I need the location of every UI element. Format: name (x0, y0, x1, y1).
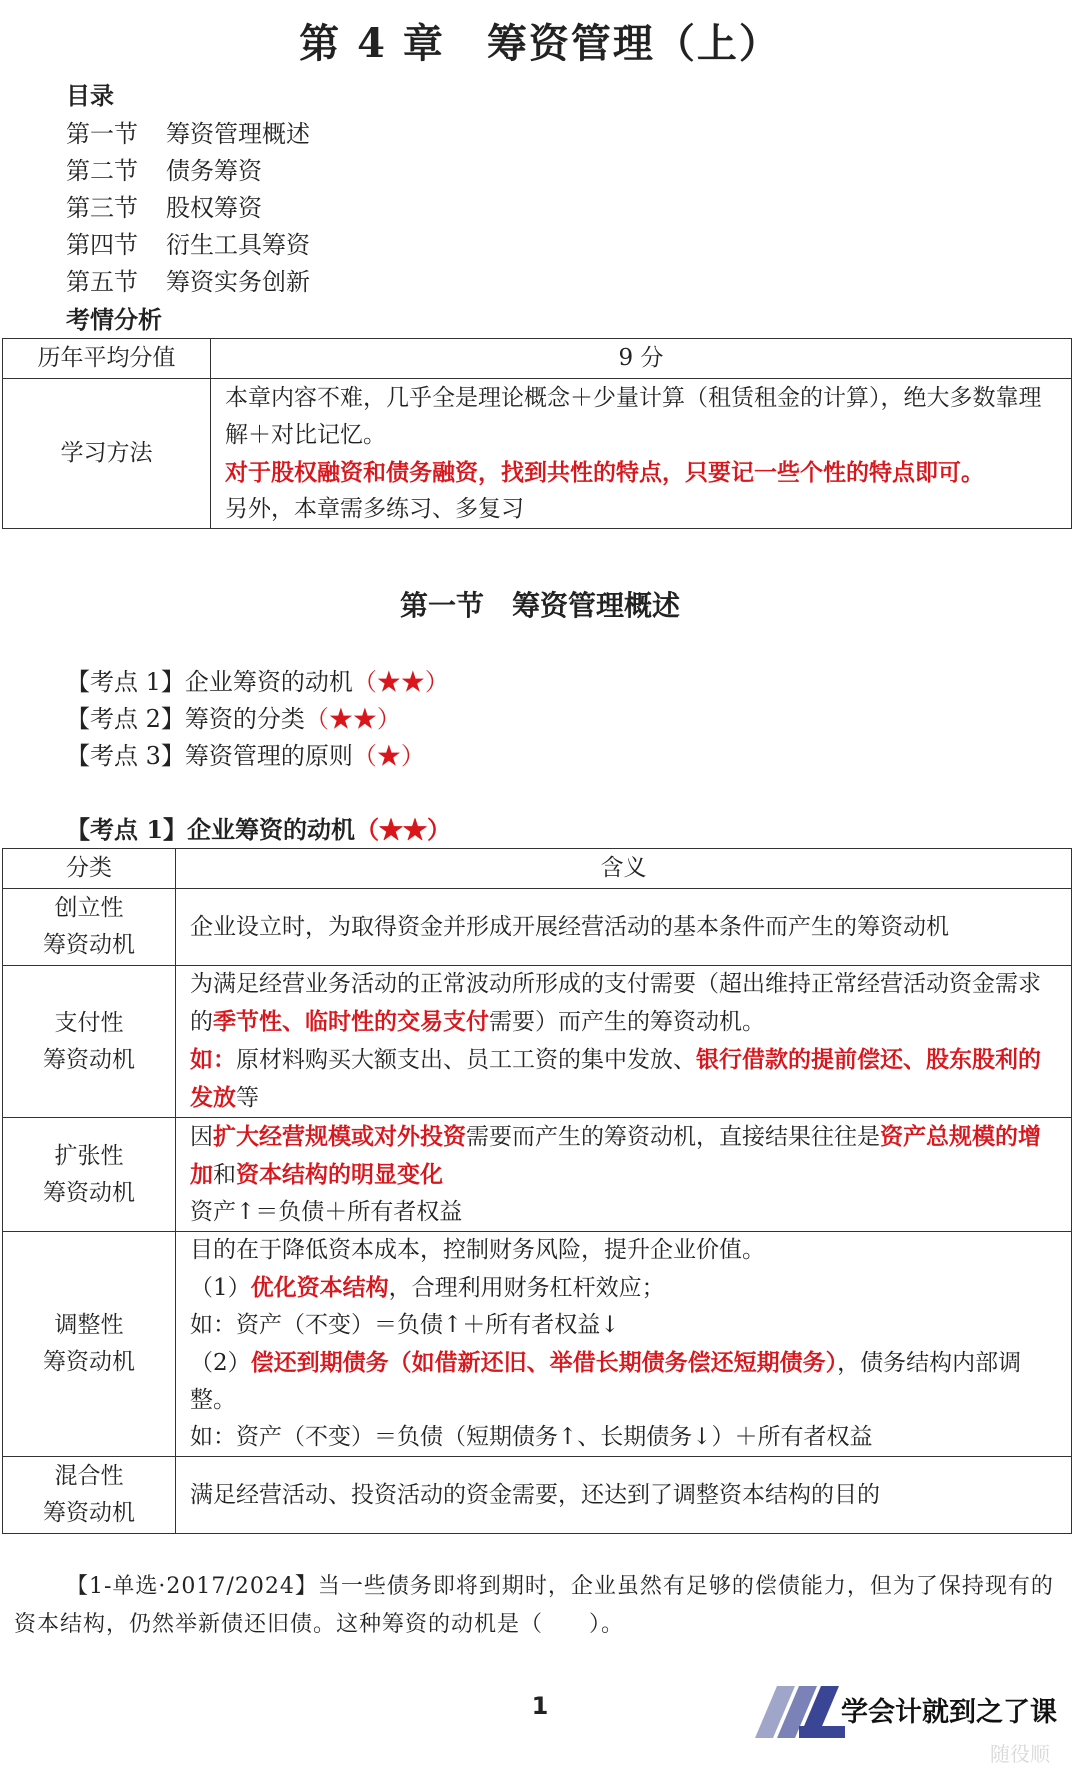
key-point-item (66, 699, 401, 734)
meaning-paragraph: 目的在于降低资本成本，控制财务风险，提升企业价值。 (190, 1237, 765, 1263)
toc-item-title: 衍生工具筹资 (166, 231, 310, 259)
star-rating: （★★） (352, 668, 449, 696)
motive-name-line: 筹资动机 (43, 932, 135, 958)
meaning-paragraph (190, 1041, 1061, 1117)
meaning-paragraph: 资产↑＝负债＋所有者权益 (190, 1199, 463, 1225)
motive-name (3, 1232, 176, 1457)
text: 需要而产生的筹资动机，直接结果往往是 (466, 1124, 880, 1150)
toc-item (66, 262, 310, 297)
study-method-label: 学习方法 (3, 379, 211, 529)
highlight: 银行借款的提前偿还、股东股利的发放 (190, 1046, 1041, 1111)
text: （1） (190, 1275, 251, 1301)
avg-score-label: 历年平均分值 (3, 339, 211, 379)
motive-name (3, 966, 176, 1118)
page-number: 1 (531, 1692, 549, 1720)
key-point-item (66, 662, 449, 697)
toc-item-num: 第一节 (66, 120, 138, 148)
study-method-text: 本章内容不难，几乎全是理论概念＋少量计算（租赁租金的计算），绝大多数靠理解＋对比记忆。 (225, 384, 1042, 448)
table-row (3, 966, 1072, 1118)
highlight: 季节性、临时性的交易支付 (213, 1008, 489, 1035)
toc-item (66, 151, 262, 186)
motive-meaning (176, 1118, 1072, 1232)
toc-item (66, 114, 310, 149)
table-row (3, 889, 1072, 966)
motive-name-line: 混合性 (54, 1463, 124, 1489)
text: 需要）而产生的筹资动机。 (489, 1009, 765, 1035)
text: （2） (190, 1350, 251, 1376)
motive-name-line: 筹资动机 (43, 1046, 135, 1073)
meaning-paragraph: 如：资产（不变）＝负债↑＋所有者权益↓ (190, 1312, 620, 1338)
avg-score-value: 9 分 (211, 339, 1072, 379)
toc-item (66, 188, 262, 223)
text: ，合理利用财务杠杆效应； (388, 1275, 665, 1301)
table-row (3, 1457, 1072, 1534)
motive-meaning: 企业设立时，为取得资金并形成开展经营活动的基本条件而产生的筹资动机 (176, 889, 1072, 966)
motive-name-line: 创立性 (54, 895, 124, 921)
table-row (3, 1232, 1072, 1457)
motive-name-line: 支付性 (54, 1009, 124, 1036)
toc-item-title: 筹资管理概述 (166, 120, 310, 148)
key-point-item (66, 736, 425, 771)
meaning-paragraph: 如：资产（不变）＝负债（短期债务↑、长期债务↓）＋所有者权益 (190, 1424, 873, 1450)
text: 等 (236, 1085, 259, 1111)
star-rating: （★） (352, 742, 425, 770)
toc-item-num: 第五节 (66, 268, 138, 296)
logo-slash-icon (755, 1686, 845, 1738)
motive-meaning: 满足经营活动、投资活动的资金需要，还达到了调整资本结构的目的 (176, 1457, 1072, 1534)
text: ，债务结构内部调整。 (190, 1350, 1022, 1413)
motive-table (2, 848, 1072, 1534)
watermark: 随役顺 (990, 1742, 1050, 1766)
text: 为满足经营业务活动的正常波动所形成的支付需要（超出维持正常经营活动资金需求的 (190, 971, 1041, 1035)
exam-analysis-table (2, 338, 1072, 529)
key-point-title (66, 810, 451, 845)
toc-item-title: 债务筹资 (166, 157, 262, 185)
highlight: 优化资本结构 (250, 1274, 389, 1301)
key-point-label: 【考点 3】筹资管理的原则 (66, 742, 353, 770)
table-row (3, 1118, 1072, 1232)
text: 因 (190, 1124, 213, 1150)
key-point-label: 【考点 2】筹资的分类 (66, 705, 305, 733)
exam-analysis-heading: 考情分析 (66, 305, 162, 334)
motive-meaning (176, 966, 1072, 1118)
meaning-paragraph (190, 966, 1061, 1041)
motive-name-line: 扩张性 (54, 1142, 124, 1169)
study-method-text: 另外，本章需多练习、多复习 (225, 495, 524, 522)
text: 原材料购买大额支出、员工工资的集中发放、 (236, 1047, 696, 1073)
motive-name-line: 筹资动机 (43, 1179, 135, 1206)
toc-item (66, 225, 310, 260)
highlight: 如： (190, 1046, 236, 1073)
motive-name-line: 筹资动机 (43, 1349, 135, 1375)
highlight: 扩大经营规模或对外投资 (213, 1123, 466, 1150)
key-point-label: 【考点 1】企业筹资的动机 (66, 815, 356, 844)
highlight: 资本结构的明显变化 (236, 1161, 443, 1188)
header-meaning: 含义 (176, 849, 1072, 889)
question-text: 【1-单选·2017/2024】当一些债务即将到期时，企业虽然有足够的偿债能力，但为了保持现有的资本结构，仍然举新债还旧债。这种筹资的动机是（ ）。 (14, 1574, 1054, 1637)
section-title: 第一节 筹资管理概述 (399, 589, 680, 622)
study-method-cell (211, 379, 1072, 529)
toc-heading: 目录 (66, 81, 114, 110)
toc-item-num: 第二节 (66, 157, 138, 185)
star-rating: （★★） (304, 705, 401, 733)
chapter-title: 第 4 章 筹资管理（上） (299, 20, 781, 67)
toc-item-title: 筹资实务创新 (166, 268, 310, 296)
toc-item-title: 股权筹资 (166, 194, 262, 222)
highlight: 资产总规模的增加 (190, 1123, 1041, 1188)
star-rating: （★★） (355, 815, 452, 844)
meaning-paragraph (190, 1344, 1061, 1419)
motive-name-line: 调整性 (54, 1312, 124, 1338)
motive-name (3, 889, 176, 966)
meaning-paragraph (190, 1269, 1061, 1307)
header-category: 分类 (3, 849, 176, 889)
text: 和 (213, 1162, 236, 1188)
study-method-highlight: 对于股权融资和债务融资，找到共性的特点，只要记一些个性的特点即可。 (225, 458, 984, 486)
motive-name-line: 筹资动机 (43, 1500, 135, 1526)
logo-text: 学会计就到之了课 (841, 1697, 1057, 1728)
highlight: 偿还到期债务（如借新还旧、举借长期债务偿还短期债务） (250, 1349, 838, 1376)
motive-name (3, 1118, 176, 1232)
meaning-paragraph (190, 1118, 1061, 1194)
toc-item-num: 第三节 (66, 194, 138, 222)
toc-item-num: 第四节 (66, 231, 138, 259)
brand-logo (755, 1680, 1080, 1770)
motive-name (3, 1457, 176, 1534)
motive-meaning (176, 1232, 1072, 1457)
key-point-label: 【考点 1】企业筹资的动机 (66, 668, 353, 696)
